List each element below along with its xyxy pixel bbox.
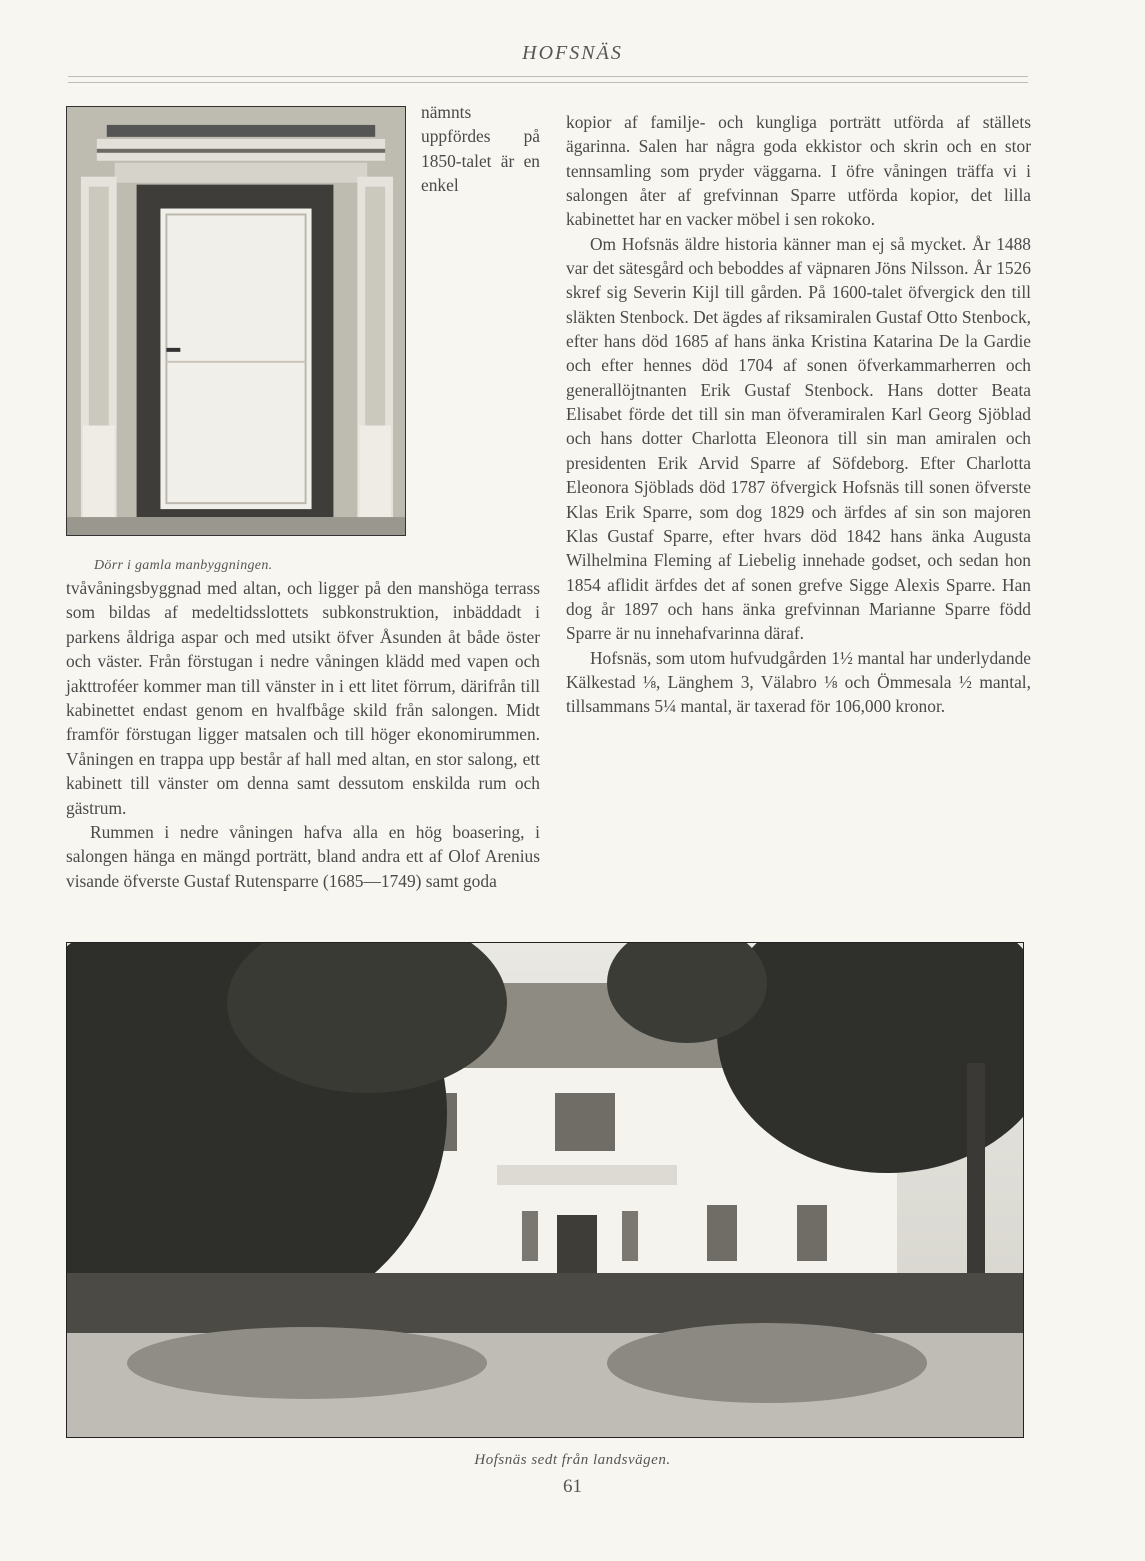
page-number: 61 [563,1476,582,1497]
house-figure [66,942,1024,1438]
header-rule-top [68,76,1028,77]
right-paragraph-3: Hofsnäs, som utom hufvudgården 1½ mantal har underlydande Kälkestad ⅛, Länghem 3, Välabro ⅛ och Ömmesala ½ mantal, tillsammans 5¼ mantal, är taxerad för 106,000 kronor. [566,647,1031,717]
right-paragraph-1: kopior af familje- och kungliga porträtt utförda af ställets ägarinna. Salen har några goda ekkistor och skrin och en stor tennsamling som pryder väggarna. I öfre våningen träffa vi i salongen åter af grefvinnan Sparre utförda kopior, det lilla kabinettet har en vacker möbel i sen rokoko. [566,112,1031,230]
left-column [66,100,540,893]
running-title: HOFSNÄS [522,42,623,64]
door-caption: Dörr i gamla manbyggningen. [94,558,273,573]
header-rule-bottom [68,82,1028,83]
house-photo-icon [67,943,1023,1437]
door-photo-icon [66,106,406,536]
door-figure [66,106,409,576]
right-paragraph-2: Om Hofsnäs äldre historia känner man ej så mycket. År 1488 var det sätesgård och beboddes af väpnaren Jöns Nilsson. År 1526 skref sig Severin Kijl till gården. På 1600-talet öfvergick den till släkten Stenbock. Det ägdes af riksamiralen Gustaf Otto Stenbock, efter hans död 1685 af hans änka Kristina Katarina De la Gardie och efter hennes död 1704 af sonen öfverkammarherren och generallöjtnanten Erik Gustaf Stenbock. Hans dotter Beata Elisabet förde det till sin man öfveramiralen Karl Georg Sjöblad och hans dotter Charlotta Eleonora till sin man amiralen och presidenten Erik Arvid Sparre af Söfdeborg. Efter Charlotta Eleonora Sjöblads död 1787 öfvergick Hofsnäs till sonen öfverste Klas Erik Sparre, som dog 1829 och ärfdes af sin son majoren Klas Gustaf Sparre, efter hvars död 1842 hans änka Augusta Wilhelmina Fleming af Liebelig innehade godset, och sedan hon 1854 aflidit ärfdes det af sonen grefve Sigge Alexis Sparre. Han dog år 1897 och hans änka grefvinnan Marianne Sparre född Sparre är nu innehafvarinna däraf. [566,233,1031,644]
left-paragraph-1: nämnts uppfördes på 1850-talet är en enkel tvåvåningsbyggnad med altan, och ligger på den manshöga terrass som bildas af medeltidsslottets subkonstruktion, inbäddadt i parkens åldriga aspar och med utsikt öfver Åsunden åt både öster och väster. Från förstugan i nedre våningen klädd med vapen och jakttroféer kommer man till vänster in i ett litet förrum, därifrån till kabinettet endast genom en hvalfbåge skild från salongen. Midt framför förstugan ligger matsalen och till höger ekonomirummen. Våningen en trappa upp består af hall med altan, en stor salong, ett kabinett till vänster om denna samt dessutom enskilda rum och gästrum. [66,102,540,818]
house-caption: Hofsnäs sedt från landsvägen. [474,1452,671,1468]
left-paragraph-2: Rummen i nedre våningen hafva alla en hög boasering, i salongen hänga en mängd porträtt, bland andra ett af Olof Arenius visande öfverste Gustaf Rutensparre (1685—1749) samt goda [66,822,540,891]
right-column [566,110,1031,719]
